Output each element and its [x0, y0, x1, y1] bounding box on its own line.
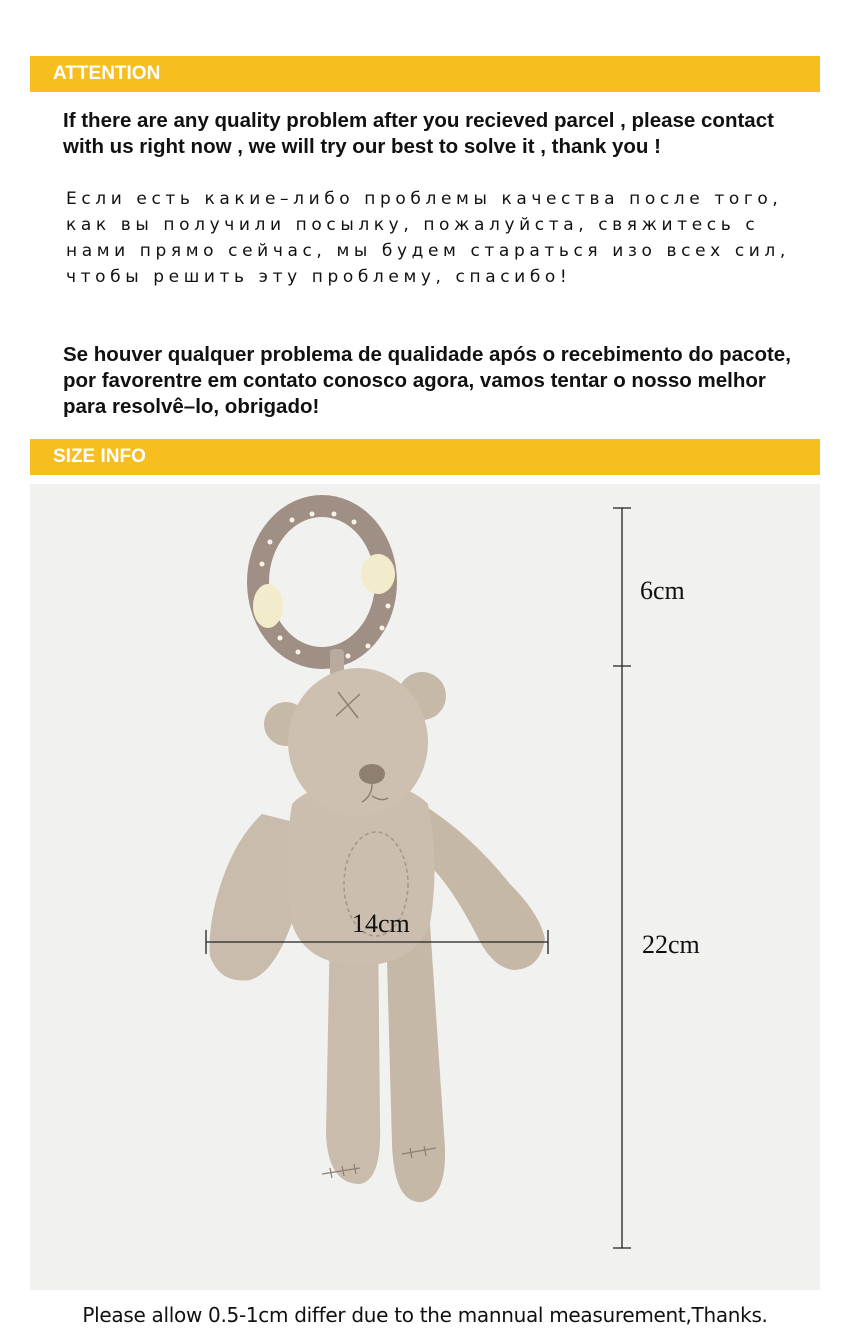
- product-photo: [30, 484, 820, 1290]
- attention-text-russian: Если есть какие–либо проблемы качества после того, как вы получили посылку, пожалуйста, свяжитесь с нами прямо сейчас, мы будем стараться изо всех сил, чтобы решить эту проблему, спасибо!: [66, 189, 790, 287]
- size-info-title: SIZE INFO: [53, 446, 146, 467]
- attention-text-english: If there are any quality problem after you recieved parcel , please contact with us right now , we will try our best to solve it , thank you !: [63, 109, 774, 158]
- attention-text-portuguese: Se houver qualquer problema de qualidade após o recebimento do pacote, por favorentre em contato conosco agora, vamos tentar o nosso melhor para resolvê–lo, obrigado!: [63, 343, 791, 418]
- teether-ring: [253, 506, 395, 679]
- size-info-banner: [30, 439, 820, 475]
- plush-bear-illustration: [30, 484, 820, 1290]
- arm-width-label: 14cm: [352, 909, 410, 938]
- measurement-disclaimer: Please allow 0.5-1cm differ due to the mannual measurement,Thanks.: [82, 1303, 768, 1327]
- loop-height-label: 6cm: [640, 576, 685, 605]
- attention-banner: [30, 56, 820, 92]
- attention-title: ATTENTION: [53, 63, 161, 84]
- body-height-label: 22cm: [642, 930, 700, 959]
